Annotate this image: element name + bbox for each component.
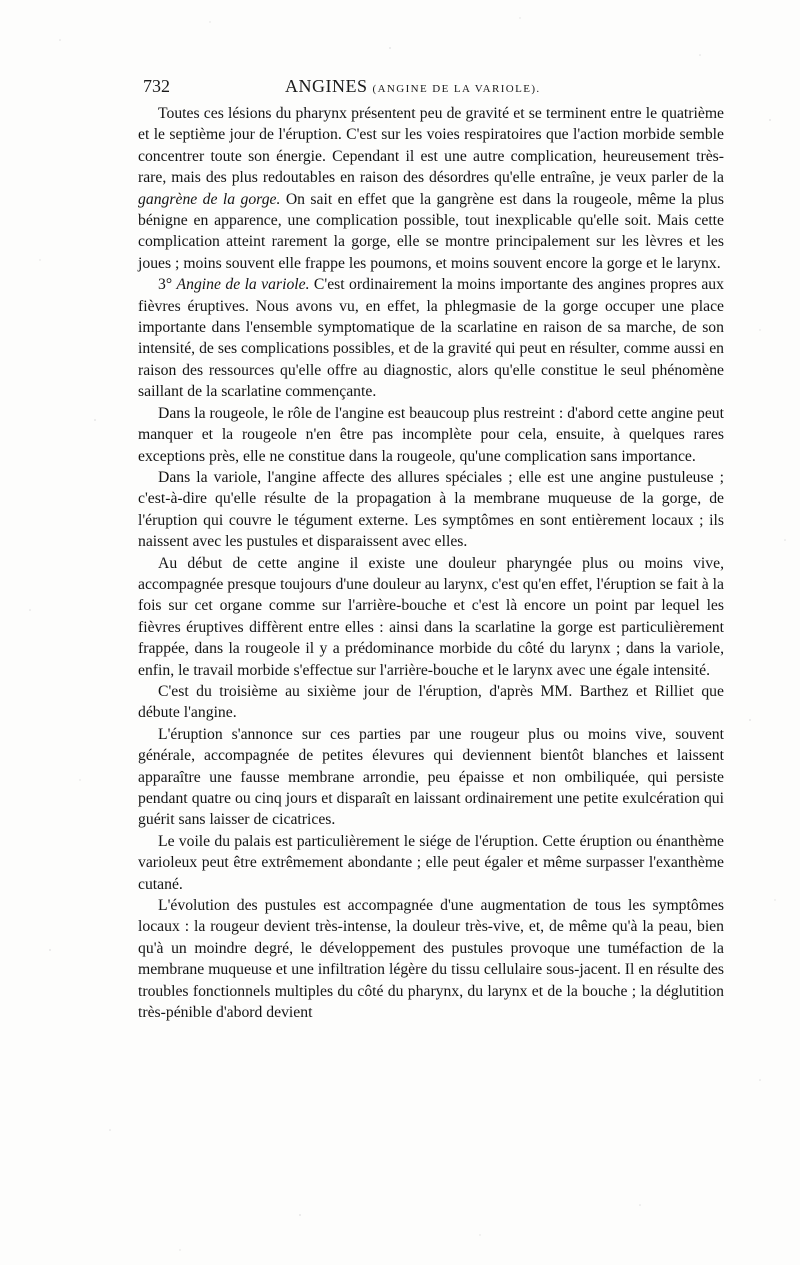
paragraph [138,724,724,831]
page-number: 732 [143,76,170,96]
paragraph-text: Le voile du palais est particulièrement le siége de l'éruption. Cette éruption ou énanthème varioleux peut être extrêmement abondante ; elle peut égaler et même surpasser l'exanthème cutané. [138,832,724,893]
paragraph-text: C'est du troisième au sixième jour de l'éruption, d'après MM. Barthez et Rilliet que débute l'angine. [138,682,724,722]
running-title-sub: (ANGINE DE LA VARIOLE). [372,83,541,95]
paragraph [138,681,724,724]
paragraph [138,467,724,553]
paragraph-italic: gangrène de la gorge. [138,190,281,208]
paragraph-text-after: C'est ordinairement la moins importante des angines propres aux fièvres éruptives. Nous avons vu, en effet, la phlegmasie de la gorge occuper une place importante dans l'ensemble symptomatique de la scarlatine en raison de sa marche, de son intensité, de ses complications possibles, et de la gravité qui peut en résulter, comme aussi en raison des ressources qu'elle offre au diagnostic, alors qu'elle constitue le seul phénomène saillant de la scarlatine commençante. [138,276,724,401]
paragraph [138,103,724,274]
paragraph [138,274,724,402]
body-text [138,103,724,1023]
paragraph-text: Dans la variole, l'angine affecte des allures spéciales ; elle est une angine pustuleuse ; c'est-à-dire qu'elle résulte de la propagation à la membrane muqueuse de la gorge, de l'éruption qui couvre le tégument externe. Les symptômes en sont entièrement locaux ; ils naissent avec les pustules et disparaissent avec elles. [138,468,724,551]
paragraph [138,831,724,895]
paragraph-text: Toutes ces lésions du pharynx présentent peu de gravité et se terminent entre le quatrième et le septième jour de l'éruption. C'est sur les voies respiratoires que l'action morbide semble concentrer toute son énergie. Cependant il est une autre complication, heureusement très-rare, mais des plus redoutables en raison des désordres qu'elle entraîne, je veux parler de la [138,105,724,187]
section-heading-italic: Angine de la variole. [176,276,310,294]
paragraph [138,895,724,1023]
paragraph-text: L'éruption s'annonce sur ces parties par une rougeur plus ou moins vive, souvent générale, accompagnée de petites élevures qui deviennent bientôt blanches et laissent apparaître une fausse membrane arrondie, peu épaisse et non ombiliquée, qui persiste pendant quatre ou cinq jours et disparaît en laissant ordinairement une petite exulcération qui guérit sans laisser de cicatrices. [138,725,724,829]
paragraph [138,553,724,681]
paragraph-text: 3° [158,276,177,294]
paragraph-text-after: On sait en effet que la gangrène est dans la rougeole, même la plus bénigne en apparence, une complication possible, tout inexplicable qu'elle soit. Mais cette complication atteint rarement la gorge, elle se montre principalement sur les lèvres et les joues ; moins souvent elle frappe les poumons, et moins souvent encore la gorge et le larynx. [138,190,724,272]
paragraph-text: Au début de cette angine il existe une douleur pharyngée plus ou moins vive, accompagnée presque toujours d'une douleur au larynx, c'est qu'en effet, l'éruption se fait à la fois sur cet organe comme sur l'arrière-bouche et c'est là encore un point par lequel les fièvres éruptives diffèrent entre elles : ainsi dans la scarlatine la gorge est particulièrement frappée, dans la rougeole il y a prédominance morbide du côté du larynx ; dans la variole, enfin, le travail morbide s'effectue sur l'arrière-bouche et le larynx avec une égale intensité. [138,554,724,679]
running-head [140,74,730,100]
paragraph-text: Dans la rougeole, le rôle de l'angine est beaucoup plus restreint : d'abord cette angine peut manquer et la rougeole n'en être pas incomplète pour cela, ensuite, à quelques rares exceptions près, elle ne constitue dans la rougeole, qu'une complication sans importance. [138,404,724,465]
running-title-main: ANGINES [285,76,368,96]
paragraph-text: L'évolution des pustules est accompagnée d'une augmentation de tous les symptômes locaux : la rougeur devient très-intense, la douleur très-vive, et, de même qu'à la peau, bien qu'à un moindre degré, le développement des pustules provoque une tuméfaction de la membrane muqueuse et une infiltration légère du tissu cellulaire sous-jacent. Il en résulte des troubles fonctionnels multiples du côté du pharynx, du larynx et de la bouche ; la déglutition très-pénible d'abord devient [138,897,724,1022]
running-title [285,76,541,97]
paragraph [138,403,724,467]
